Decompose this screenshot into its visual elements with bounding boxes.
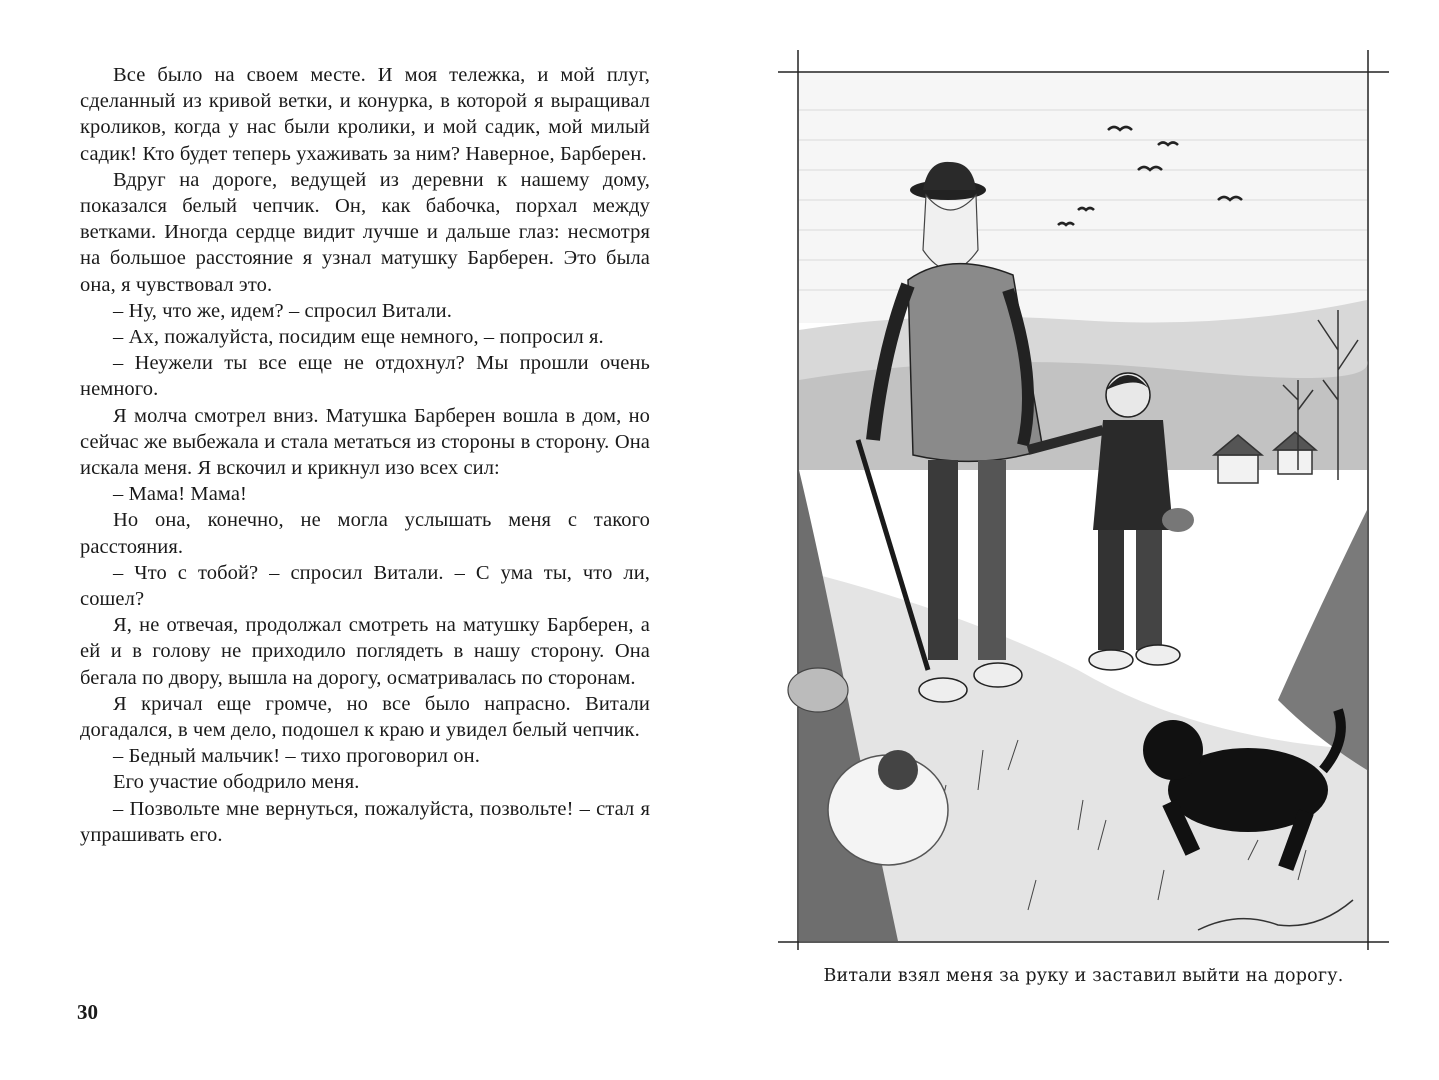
page-number: 30 (77, 1000, 98, 1024)
illustration-caption: Витали взял меня за руку и заставил выйти на дорогу. (823, 966, 1344, 986)
paragraph-11: Я кричал еще громче, но все было напрасно. Витали догадался, в чем дело, подошел к краю и увидел белый чепчик. (80, 692, 650, 742)
paragraph-5: – Неужели ты все еще не отдохнул? Мы прошли очень немного. (80, 352, 650, 401)
paragraph-4: – Ах, пожалуйста, посидим еще немного, – попросил я. (113, 326, 604, 349)
paragraph-12: – Бедный мальчик! – тихо проговорил он. (113, 745, 480, 768)
paragraph-13: Его участие ободрило меня. (113, 771, 360, 794)
paragraph-1: Все было на своем месте. И моя тележка, и мой плуг, сделанный из кривой ветки, и конурка, в которой я выращивал кроликов, когда у нас были кролики, и мой садик, мой милый садик! Кто будет теперь ухаживать за ним? Наверное, Барберен. (80, 64, 650, 165)
left-page-text (80, 62, 650, 848)
engraving-illustration-icon (778, 50, 1389, 950)
paragraph-2: Вдруг на дороге, ведущей из деревни к нашему дому, показался белый чепчик. Он, как бабочка, порхал между ветками. Иногда сердце видит лучше и дальше глаз: несмотря на большое расстояние я узнал матушку Барберен. Это была она, я чувствовал это. (80, 168, 650, 296)
paragraph-6: Я молча смотрел вниз. Матушка Барберен вошла в дом, но сейчас же выбежала и стала метаться из стороны в сторону. Она искала меня. Я вскочил и крикнул изо всех сил: (80, 404, 650, 480)
paragraph-7: – Мама! Мама! (113, 483, 247, 506)
paragraph-8: Но она, конечно, не могла услышать меня с такого расстояния. (80, 509, 650, 558)
paragraph-9: – Что с тобой? – спросил Витали. – С ума ты, что ли, сошел? (80, 561, 650, 611)
paragraph-10: Я, не отвечая, продолжал смотреть на матушку Барберен, а ей и в голову не приходило поглядеть в нашу сторону. Она бегала по двору, вышла на дорогу, осматривалась по сторонам. (80, 614, 650, 689)
paragraph-14: – Позвольте мне вернуться, пожалуйста, позвольте! – стал я упрашивать его. (80, 797, 650, 846)
paragraph-3: – Ну, что же, идем? – спросил Витали. (113, 299, 452, 322)
